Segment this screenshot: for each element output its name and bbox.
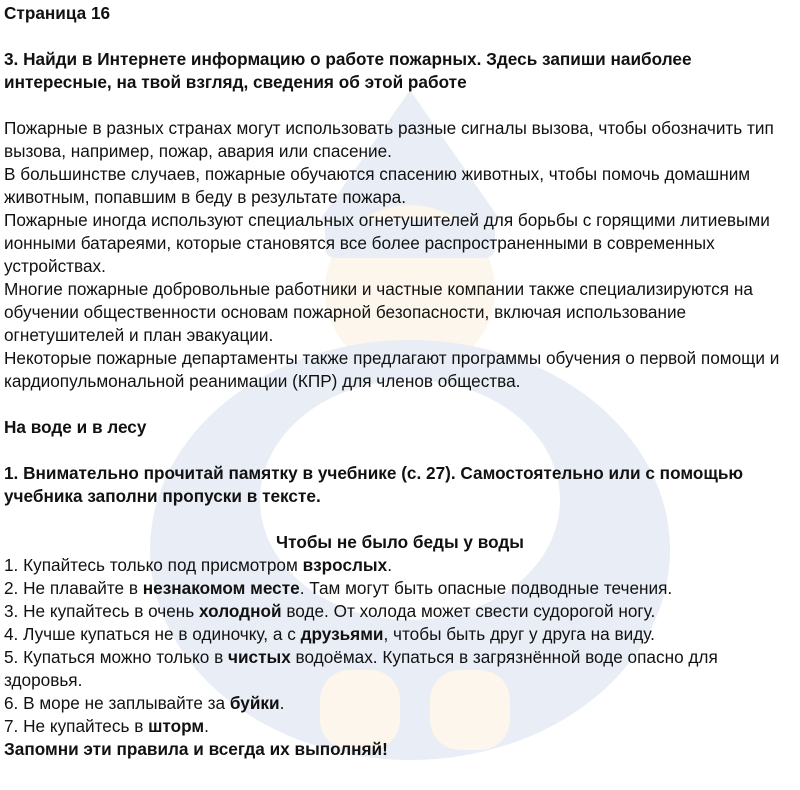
rule-item: 3. Не купайтесь в очень холодной воде. От холода может свести судорогой ногу. (4, 601, 656, 621)
rule-item: 4. Лучше купаться не в одиночку, а с друзьями, чтобы быть друг у друга на виду. (4, 624, 655, 644)
rule-answer: холодной (199, 601, 282, 621)
rule-answer: незнакомом месте (142, 578, 300, 598)
task3-heading: 3. Найди в Интернете информацию о работе пожарных. Здесь запиши наиболее интересные, на твой взгляд, сведения об этой работе (4, 49, 692, 92)
closing-note: Запомни эти правила и всегда их выполняй! (4, 739, 388, 759)
rule-item: 2. Не плавайте в незнакомом месте. Там могут быть опасные подводные течения. (4, 578, 673, 598)
rule-answer: чистых (228, 647, 291, 667)
rule-answer: буйки (229, 693, 280, 713)
rule-item: 5. Купаться можно только в чистых водоёмах. Купаться в загрязнённой воде опасно для здоровья. (4, 647, 718, 690)
rule-answer: взрослых (302, 555, 388, 575)
rule-item: 6. В море не заплывайте за буйки. (4, 693, 285, 713)
task3-paragraph: Пожарные иногда используют специальных огнетушителей для борьбы с горящими литиевыми ионными батареями, которые становятся все более распространенными в современных устройствах. (4, 210, 770, 276)
rule-item: 7. Не купайтесь в шторм. (4, 716, 209, 736)
rule-item: 1. Купайтесь только под присмотром взрослых. (4, 555, 392, 575)
section-title: На воде и в лесу (4, 417, 147, 437)
task3-paragraph: В большинстве случаев, пожарные обучаются спасению животных, чтобы помочь домашним животным, попавшим в беду в результате пожара. (4, 164, 751, 207)
rule-answer: шторм (148, 716, 205, 736)
task3-paragraph: Некоторые пожарные департаменты также предлагают программы обучения о первой помощи и кардиопульмональной реанимации (КПР) для членов общества. (4, 348, 780, 391)
task3-paragraph: Многие пожарные добровольные работники и частные компании также специализируются на обучении общественности основам пожарной безопасности, включая использование огнетушителей и план эвакуации. (4, 279, 753, 345)
memo-title: Чтобы не было беды у воды (276, 532, 524, 552)
task1-heading: 1. Внимательно прочитай памятку в учебнике (с. 27). Самостоятельно или с помощью учебника заполни пропуски в тексте. (4, 463, 744, 506)
task3-paragraph: Пожарные в разных странах могут использовать разные сигналы вызова, чтобы обозначить тип вызова, например, пожар, авария или спасение. (4, 118, 774, 161)
page-title: Страница 16 (4, 3, 111, 23)
rule-answer: друзьями (300, 624, 384, 644)
